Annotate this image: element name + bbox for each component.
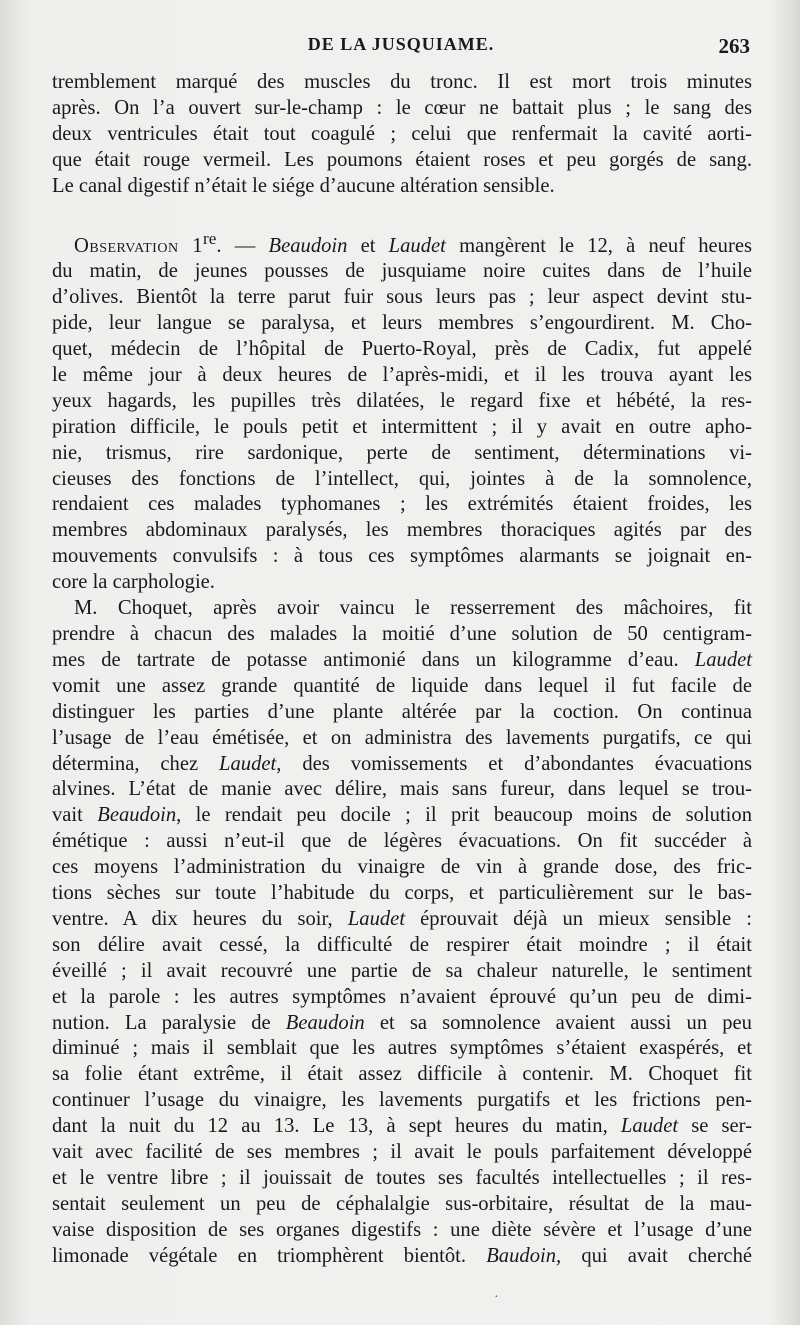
text-line: le même jour à deux heures de l’après-midi, et il les trouva ayant les <box>52 363 752 386</box>
text-line: d’olives. Bientôt la terre parut fuir sous leurs pas ; leur aspect devint stu- <box>52 286 752 309</box>
running-title: DE LA JUSQUIAME. <box>307 34 495 54</box>
text-line: mouvements convulsifs : à tous ces symptômes alarmants se joignait en- <box>52 545 752 568</box>
text-fragment: éprouvait déjà un mieux sensible : <box>405 907 752 930</box>
text-line: l’usage de l’eau émétisée, et on administra des lavements purgatifs, ce qui <box>52 726 752 749</box>
print-speck: · <box>494 1290 499 1305</box>
text-fragment: limonade végétale en triomphèrent bientôt. <box>52 1244 487 1267</box>
text-line: sa folie étant extrême, il était assez difficile à contenir. M. Choquet fit <box>52 1063 752 1086</box>
text-fragment: , le rendait peu docile ; il prit beaucoup moins de solution <box>176 804 752 827</box>
patient-name: Beaudoin <box>268 234 348 257</box>
text-line: éveillé ; il avait recouvré une partie de sa chaleur naturelle, le sentiment <box>52 959 752 982</box>
text-fragment: dant la nuit du 12 au 13. Le 13, à sept heures du matin, <box>52 1115 621 1138</box>
patient-name: Beaudoin <box>285 1011 365 1034</box>
text-line: prendre à chacun des malades la moitié d’une solution de 50 centigram- <box>52 622 752 645</box>
text-line <box>52 752 752 778</box>
text-line: et la parole : les autres symptômes n’avaient éprouvé qu’un peu de dimi- <box>52 985 752 1008</box>
patient-name: Laudet <box>620 1115 679 1138</box>
text-line: rendaient ces malades typhomanes ; les extrémités étaient froides, les <box>52 493 752 516</box>
text-line: quet, médecin de l’hôpital de Puerto-Royal, près de Cadix, fut appelé <box>52 338 752 361</box>
text-line: M. Choquet, après avoir vaincu le resserrement des mâchoires, fit <box>74 597 752 620</box>
text-line: nie, trismus, rire sardonique, perte de sentiment, déterminations vi- <box>52 441 752 464</box>
conjunction: et <box>347 234 389 257</box>
text-fragment: mes de tartrate de potasse antimonié dans un kilogramme d’eau. <box>52 648 695 671</box>
text-line: Le canal digestif n’était le siége d’aucune altération sensible. <box>52 174 555 197</box>
patient-name: Beaudoin <box>97 804 177 827</box>
page-number: 263 <box>718 34 750 58</box>
text-line: vaise disposition de ses organes digestifs : une diète sévère et l’usage d’une <box>52 1218 752 1241</box>
text-line: du matin, de jeunes pousses de jusquiame noire cuites dans de l’huile <box>52 260 752 283</box>
text-fragment: détermina, chez <box>52 752 220 775</box>
patient-name: Baudoin, <box>486 1244 562 1267</box>
text-fragment: , des vomissements et d’abondantes évacuations <box>276 752 753 775</box>
text-line <box>52 1244 752 1270</box>
text-line: membres abdominaux paralysés, les membres thoraciques agités par des <box>52 519 752 542</box>
text-line: ces moyens l’administration du vinaigre de vin à grande dose, des fric- <box>52 856 752 879</box>
text-line <box>52 648 752 674</box>
page-header <box>52 34 750 64</box>
patient-name: Laudet <box>694 648 752 671</box>
text-fragment: mangèrent le 12, à neuf heures <box>445 234 752 257</box>
text-line: yeux hagards, les pupilles très dilatées, le regard fixe et hébété, la res- <box>52 389 752 412</box>
text-line: et le ventre libre ; il jouissait de toutes ses facultés intellectuelles ; il res- <box>52 1167 752 1190</box>
text-line <box>52 1114 752 1140</box>
observation-dash: . — <box>216 234 269 257</box>
text-line: vait avec facilité de ses membres ; il avait le pouls parfaitement développé <box>52 1141 752 1164</box>
text-fragment: se ser- <box>678 1115 752 1138</box>
text-line: distinguer les parties d’une plante altérée par la coction. On continua <box>52 700 752 723</box>
text-line: continuer l’usage du vinaigre, les lavements purgatifs et les frictions pen- <box>52 1089 752 1112</box>
text-fragment: nution. La paralysie de <box>52 1011 286 1034</box>
observation-label: Observation 1 <box>74 234 204 257</box>
patient-name: Laudet <box>219 752 277 775</box>
text-line: deux ventricules était tout coagulé ; celui que renfermait la cavité aorti- <box>52 122 752 145</box>
text-fragment: et sa somnolence avaient aussi un peu <box>364 1011 752 1034</box>
text-line: cieuses des fonctions de l’intellect, qui, jointes à de la somnolence, <box>52 467 752 490</box>
patient-name: Laudet <box>347 907 406 930</box>
text-line: que était rouge vermeil. Les poumons étaient roses et peu gorgés de sang. <box>52 148 752 171</box>
text-fragment: vait <box>52 804 98 827</box>
text-line: sentait seulement un peu de céphalalgie sus-orbitaire, résultat de la mau- <box>52 1192 752 1215</box>
text-line: tremblement marqué des muscles du tronc. Il est mort trois minutes <box>52 71 752 93</box>
observation-heading-line <box>52 226 752 260</box>
text-line: son délire avait cessé, la difficulté de respirer était moindre ; il était <box>52 933 752 956</box>
text-line: après. On l’a ouvert sur-le-champ : le cœur ne battait plus ; le sang des <box>52 96 752 119</box>
text-line <box>52 1011 752 1037</box>
text-fragment: ventre. A dix heures du soir, <box>52 907 348 930</box>
observation-label-sup: re <box>203 228 217 248</box>
text-fragment: qui avait cherché <box>561 1244 753 1267</box>
text-line <box>52 907 752 933</box>
page-body <box>52 70 752 1270</box>
text-line: émétique : aussi n’eut-il que de légères évacuations. On fit succéder à <box>52 830 752 853</box>
text-line <box>52 803 752 829</box>
text-line: diminué ; mais il semblait que les autres symptômes s’étaient exaspérés, et <box>52 1037 752 1060</box>
text-line: pide, leur langue se paralysa, et leurs membres s’engourdirent. M. Cho- <box>52 312 752 335</box>
text-line: core la carphologie. <box>52 571 215 594</box>
text-line: piration difficile, le pouls petit et intermittent ; il y avait en outre apho- <box>52 415 752 438</box>
text-line: alvines. L’état de manie avec délire, mais sans fureur, dans lequel se trou- <box>52 778 752 801</box>
text-line: tions sèches sur toute l’habitude du corps, et particulièrement sur le bas- <box>52 882 752 905</box>
patient-name: Laudet <box>388 234 446 257</box>
text-line: vomit une assez grande quantité de liquide dans lequel il fut facile de <box>52 674 752 697</box>
